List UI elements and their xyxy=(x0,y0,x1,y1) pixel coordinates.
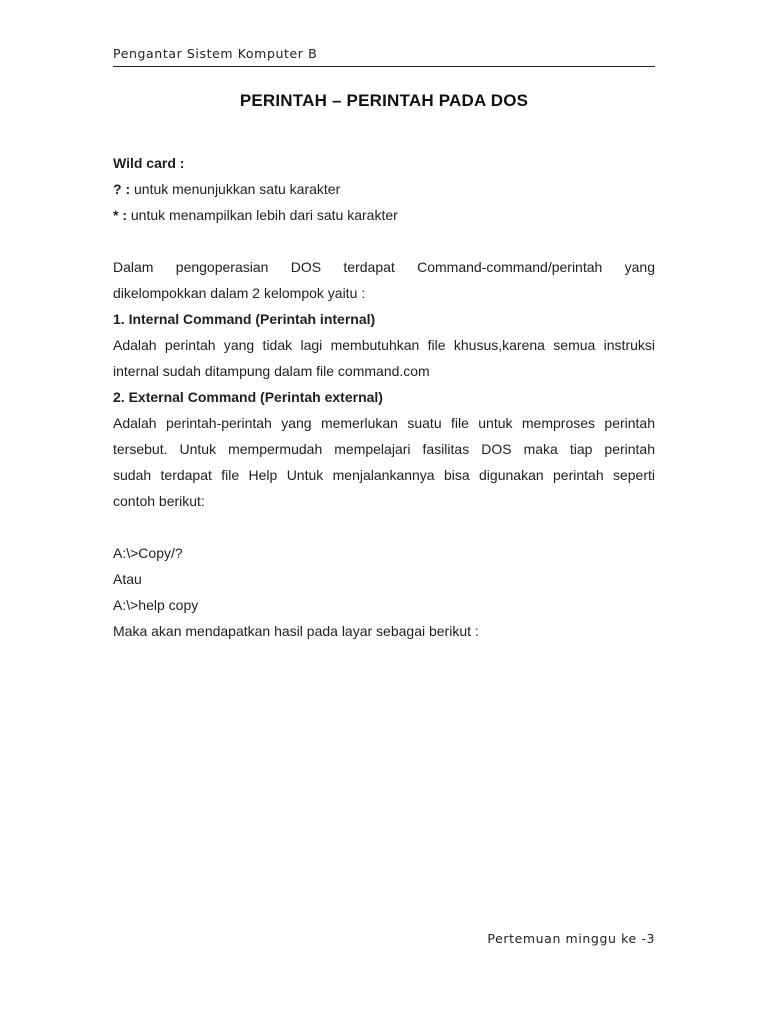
intro-line-2: dikelompokkan dalam 2 kelompok yaitu : xyxy=(113,285,366,301)
example-command-1: A:\>Copy/? xyxy=(113,545,183,561)
external-line-2: tersebut. Untuk mempermudah mempelajari fasilitas DOS maka tiap perintah xyxy=(113,441,655,457)
page-header xyxy=(113,46,655,67)
internal-command-heading: 1. Internal Command (Perintah internal) xyxy=(113,311,376,327)
document-title: PERINTAH – PERINTAH PADA DOS xyxy=(239,91,529,110)
document-body xyxy=(113,150,655,644)
internal-line-1: Adalah perintah yang tidak lagi membutuhkan file khusus,karena semua instruksi xyxy=(113,337,655,353)
external-command-heading: 2. External Command (Perintah external) xyxy=(113,389,383,405)
wildcard-heading: Wild card : xyxy=(113,155,185,171)
example-command-2: A:\>help copy xyxy=(113,597,199,613)
running-title: Pengantar Sistem Komputer B xyxy=(113,46,318,61)
spacer xyxy=(113,514,655,540)
intro-line-1: Dalam pengoperasian DOS terdapat Command-command/perintah yang xyxy=(113,259,655,275)
external-line-3: sudah terdapat file Help Untuk menjalankannya bisa digunakan perintah seperti xyxy=(113,467,655,483)
spacer xyxy=(113,228,655,254)
external-line-1: Adalah perintah-perintah yang memerlukan suatu file untuk memproses perintah xyxy=(113,415,655,431)
example-result-text: Maka akan mendapatkan hasil pada layar sebagai berikut : xyxy=(113,623,479,639)
wildcard-star-symbol: * : xyxy=(113,207,127,223)
example-or: Atau xyxy=(113,571,142,587)
wildcard-question-symbol: ? : xyxy=(113,181,131,197)
wildcard-star-text: untuk menampilkan lebih dari satu karakter xyxy=(127,207,398,223)
page-footer: Pertemuan minggu ke -3 xyxy=(487,931,655,946)
wildcard-question-item xyxy=(113,176,655,202)
wildcard-star-item xyxy=(113,202,655,228)
internal-line-2: internal sudah ditampung dalam file command.com xyxy=(113,363,430,379)
wildcard-question-text: untuk menunjukkan satu karakter xyxy=(130,181,341,197)
external-line-4: contoh berikut: xyxy=(113,493,205,509)
